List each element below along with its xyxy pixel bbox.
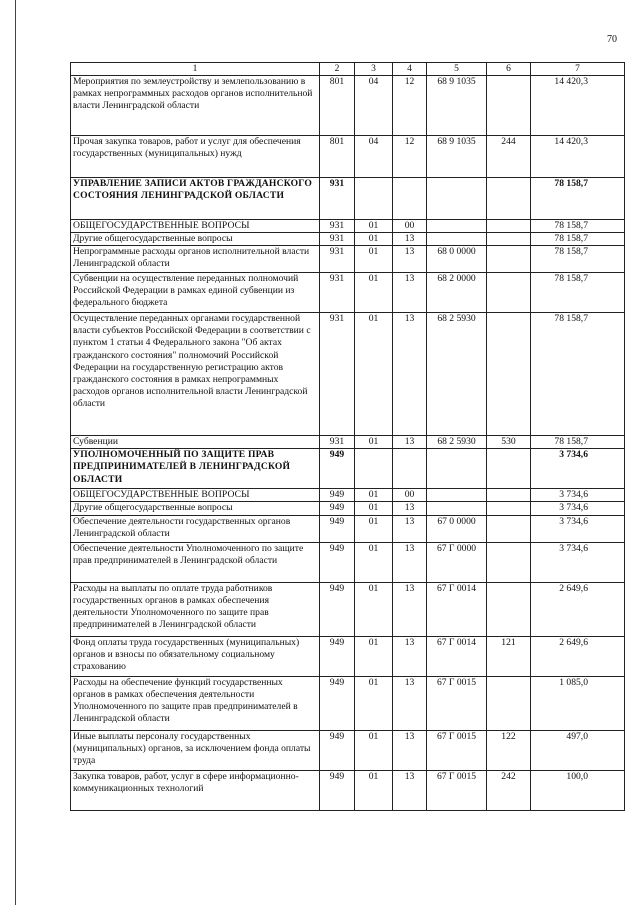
row-type-cell bbox=[487, 676, 531, 730]
row-code-cell: 949 bbox=[320, 582, 355, 636]
row-sum-cell: 100,0 bbox=[531, 770, 625, 810]
row-target-cell: 68 2 5930 bbox=[427, 313, 487, 436]
row-sum-cell: 78 158,7 bbox=[531, 178, 625, 220]
table-row bbox=[71, 502, 625, 515]
row-name-cell: Другие общегосударственные вопросы bbox=[71, 233, 320, 246]
row-name-cell: Расходы на выплаты по оплате труда работников государственных органов в рамках обеспечения деятельности Уполномоченного по защите прав предпринимателей в Ленинградской области bbox=[71, 582, 320, 636]
row-type-cell bbox=[487, 313, 531, 436]
row-subsection-cell: 13 bbox=[393, 313, 427, 436]
row-type-cell bbox=[487, 220, 531, 233]
row-type-cell bbox=[487, 449, 531, 489]
table-row bbox=[71, 636, 625, 676]
row-code-cell: 949 bbox=[320, 542, 355, 582]
row-section-cell: 04 bbox=[355, 76, 393, 136]
row-subsection-cell: 13 bbox=[393, 273, 427, 313]
row-code-cell: 801 bbox=[320, 136, 355, 178]
row-target-cell: 68 9 1035 bbox=[427, 76, 487, 136]
row-code-cell: 949 bbox=[320, 515, 355, 542]
row-sum-cell: 78 158,7 bbox=[531, 246, 625, 273]
row-name-cell: Субвенции на осуществление переданных полномочий Российской Федерации в рамках единой субвенции из федерального бюджета bbox=[71, 273, 320, 313]
row-code-cell: 931 bbox=[320, 313, 355, 436]
row-section-cell: 01 bbox=[355, 542, 393, 582]
row-name-cell: Закупка товаров, работ, услуг в сфере информационно-коммуникационных технологий bbox=[71, 770, 320, 810]
row-target-cell bbox=[427, 233, 487, 246]
header-col-7: 7 bbox=[531, 63, 625, 76]
header-col-4: 4 bbox=[393, 63, 427, 76]
row-sum-cell: 497,0 bbox=[531, 730, 625, 770]
row-subsection-cell: 13 bbox=[393, 636, 427, 676]
row-subsection-cell bbox=[393, 178, 427, 220]
row-subsection-cell: 13 bbox=[393, 730, 427, 770]
row-subsection-cell: 12 bbox=[393, 136, 427, 178]
row-section-cell: 01 bbox=[355, 489, 393, 502]
row-sum-cell: 3 734,6 bbox=[531, 515, 625, 542]
header-col-2: 2 bbox=[320, 63, 355, 76]
row-code-cell: 949 bbox=[320, 676, 355, 730]
row-code-cell: 931 bbox=[320, 246, 355, 273]
row-name-cell: Осуществление переданных органами государственной власти субъектов Российской Федерации в соответствии с пунктом 1 статьи 4 Федерального закона "Об актах гражданского состояния" полномочий Российской Федерации на государственную регистрацию актов гражданского состояния в рамках непрограммных расходов органов исполнительной власти Ленинградской области bbox=[71, 313, 320, 436]
row-name-cell: Мероприятия по землеустройству и землепользованию в рамках непрограммных расходов органов исполнительной власти Ленинградской области bbox=[71, 76, 320, 136]
row-subsection-cell: 12 bbox=[393, 76, 427, 136]
table-row bbox=[71, 246, 625, 273]
table-row bbox=[71, 676, 625, 730]
row-code-cell: 931 bbox=[320, 233, 355, 246]
row-name-cell: Расходы на обеспечение функций государственных органов в рамках обеспечения деятельности Уполномоченного по защите прав предпринимателей в Ленинградской области bbox=[71, 676, 320, 730]
row-type-cell: 121 bbox=[487, 636, 531, 676]
row-sum-cell: 78 158,7 bbox=[531, 233, 625, 246]
row-sum-cell: 1 085,0 bbox=[531, 676, 625, 730]
row-sum-cell: 14 420,3 bbox=[531, 76, 625, 136]
header-col-1: 1 bbox=[71, 63, 320, 76]
row-target-cell: 67 Г 0014 bbox=[427, 582, 487, 636]
row-subsection-cell: 13 bbox=[393, 436, 427, 449]
row-name-cell: УПОЛНОМОЧЕННЫЙ ПО ЗАЩИТЕ ПРАВ ПРЕДПРИНИМАТЕЛЕЙ В ЛЕНИНГРАДСКОЙ ОБЛАСТИ bbox=[71, 449, 320, 489]
table-row bbox=[71, 313, 625, 436]
table-row bbox=[71, 136, 625, 178]
table-row bbox=[71, 233, 625, 246]
row-code-cell: 931 bbox=[320, 178, 355, 220]
row-name-cell: УПРАВЛЕНИЕ ЗАПИСИ АКТОВ ГРАЖДАНСКОГО СОСТОЯНИЯ ЛЕНИНГРАДСКОЙ ОБЛАСТИ bbox=[71, 178, 320, 220]
row-type-cell bbox=[487, 582, 531, 636]
row-target-cell bbox=[427, 502, 487, 515]
row-target-cell: 67 Г 0015 bbox=[427, 676, 487, 730]
table-row bbox=[71, 582, 625, 636]
table-row bbox=[71, 730, 625, 770]
row-section-cell: 04 bbox=[355, 136, 393, 178]
row-name-cell: Прочая закупка товаров, работ и услуг для обеспечения государственных (муниципальных) нужд bbox=[71, 136, 320, 178]
row-section-cell: 01 bbox=[355, 515, 393, 542]
row-name-cell: Иные выплаты персоналу государственных (муниципальных) органов, за исключением фонда оплаты труда bbox=[71, 730, 320, 770]
row-section-cell bbox=[355, 449, 393, 489]
table-row bbox=[71, 449, 625, 489]
row-name-cell: Фонд оплаты труда государственных (муниципальных) органов и взносы по обязательному социальному страхованию bbox=[71, 636, 320, 676]
row-code-cell: 931 bbox=[320, 273, 355, 313]
row-type-cell: 530 bbox=[487, 436, 531, 449]
row-subsection-cell: 13 bbox=[393, 246, 427, 273]
row-section-cell bbox=[355, 178, 393, 220]
page-number: 70 bbox=[607, 34, 617, 45]
row-target-cell: 67 0 0000 bbox=[427, 515, 487, 542]
row-code-cell: 949 bbox=[320, 770, 355, 810]
row-target-cell: 67 Г 0015 bbox=[427, 730, 487, 770]
row-type-cell bbox=[487, 273, 531, 313]
row-target-cell: 67 Г 0014 bbox=[427, 636, 487, 676]
table-row bbox=[71, 489, 625, 502]
row-target-cell: 68 0 0000 bbox=[427, 246, 487, 273]
row-subsection-cell: 13 bbox=[393, 233, 427, 246]
table-row bbox=[71, 770, 625, 810]
row-code-cell: 949 bbox=[320, 636, 355, 676]
row-name-cell: Непрограммные расходы органов исполнительной власти Ленинградской области bbox=[71, 246, 320, 273]
row-type-cell: 122 bbox=[487, 730, 531, 770]
row-sum-cell: 3 734,6 bbox=[531, 449, 625, 489]
row-type-cell bbox=[487, 502, 531, 515]
row-type-cell bbox=[487, 246, 531, 273]
row-sum-cell: 78 158,7 bbox=[531, 220, 625, 233]
row-code-cell: 949 bbox=[320, 730, 355, 770]
table-row bbox=[71, 515, 625, 542]
row-sum-cell: 2 649,6 bbox=[531, 582, 625, 636]
row-section-cell: 01 bbox=[355, 233, 393, 246]
table-row bbox=[71, 76, 625, 136]
row-section-cell: 01 bbox=[355, 582, 393, 636]
table-row bbox=[71, 273, 625, 313]
row-subsection-cell: 13 bbox=[393, 770, 427, 810]
table-header-row bbox=[71, 63, 625, 76]
row-name-cell: Обеспечение деятельности Уполномоченного по защите прав предпринимателей в Ленинградской области bbox=[71, 542, 320, 582]
row-name-cell: ОБЩЕГОСУДАРСТВЕННЫЕ ВОПРОСЫ bbox=[71, 489, 320, 502]
row-target-cell bbox=[427, 449, 487, 489]
row-code-cell: 931 bbox=[320, 436, 355, 449]
scan-edge-line bbox=[15, 0, 16, 905]
row-target-cell: 68 2 0000 bbox=[427, 273, 487, 313]
row-type-cell bbox=[487, 489, 531, 502]
row-section-cell: 01 bbox=[355, 313, 393, 436]
row-section-cell: 01 bbox=[355, 502, 393, 515]
table-row bbox=[71, 220, 625, 233]
row-section-cell: 01 bbox=[355, 273, 393, 313]
row-target-cell bbox=[427, 489, 487, 502]
row-name-cell: Другие общегосударственные вопросы bbox=[71, 502, 320, 515]
row-sum-cell: 3 734,6 bbox=[531, 489, 625, 502]
row-sum-cell: 78 158,7 bbox=[531, 436, 625, 449]
row-subsection-cell: 13 bbox=[393, 542, 427, 582]
row-subsection-cell: 13 bbox=[393, 515, 427, 542]
row-subsection-cell: 00 bbox=[393, 220, 427, 233]
row-type-cell bbox=[487, 515, 531, 542]
row-code-cell: 949 bbox=[320, 489, 355, 502]
row-section-cell: 01 bbox=[355, 246, 393, 273]
row-section-cell: 01 bbox=[355, 436, 393, 449]
row-target-cell: 68 9 1035 bbox=[427, 136, 487, 178]
row-target-cell: 67 Г 0000 bbox=[427, 542, 487, 582]
row-subsection-cell: 13 bbox=[393, 502, 427, 515]
row-code-cell: 931 bbox=[320, 220, 355, 233]
row-target-cell bbox=[427, 220, 487, 233]
row-section-cell: 01 bbox=[355, 770, 393, 810]
row-name-cell: Обеспечение деятельности государственных органов Ленинградской области bbox=[71, 515, 320, 542]
row-type-cell bbox=[487, 76, 531, 136]
row-type-cell: 244 bbox=[487, 136, 531, 178]
row-subsection-cell: 00 bbox=[393, 489, 427, 502]
row-sum-cell: 3 734,6 bbox=[531, 502, 625, 515]
row-sum-cell: 78 158,7 bbox=[531, 313, 625, 436]
row-section-cell: 01 bbox=[355, 676, 393, 730]
row-type-cell bbox=[487, 233, 531, 246]
row-section-cell: 01 bbox=[355, 220, 393, 233]
row-code-cell: 949 bbox=[320, 449, 355, 489]
row-sum-cell: 14 420,3 bbox=[531, 136, 625, 178]
row-target-cell bbox=[427, 178, 487, 220]
table-row bbox=[71, 542, 625, 582]
row-section-cell: 01 bbox=[355, 730, 393, 770]
row-target-cell: 68 2 5930 bbox=[427, 436, 487, 449]
row-type-cell: 242 bbox=[487, 770, 531, 810]
header-col-5: 5 bbox=[427, 63, 487, 76]
row-subsection-cell bbox=[393, 449, 427, 489]
row-type-cell bbox=[487, 542, 531, 582]
row-sum-cell: 78 158,7 bbox=[531, 273, 625, 313]
row-code-cell: 801 bbox=[320, 76, 355, 136]
table-row bbox=[71, 436, 625, 449]
row-code-cell: 949 bbox=[320, 502, 355, 515]
row-type-cell bbox=[487, 178, 531, 220]
row-subsection-cell: 13 bbox=[393, 676, 427, 730]
row-target-cell: 67 Г 0015 bbox=[427, 770, 487, 810]
header-col-3: 3 bbox=[355, 63, 393, 76]
row-sum-cell: 2 649,6 bbox=[531, 636, 625, 676]
row-section-cell: 01 bbox=[355, 636, 393, 676]
row-sum-cell: 3 734,6 bbox=[531, 542, 625, 582]
budget-table bbox=[70, 62, 625, 811]
table-row bbox=[71, 178, 625, 220]
row-name-cell: ОБЩЕГОСУДАРСТВЕННЫЕ ВОПРОСЫ bbox=[71, 220, 320, 233]
header-col-6: 6 bbox=[487, 63, 531, 76]
row-subsection-cell: 13 bbox=[393, 582, 427, 636]
row-name-cell: Субвенции bbox=[71, 436, 320, 449]
